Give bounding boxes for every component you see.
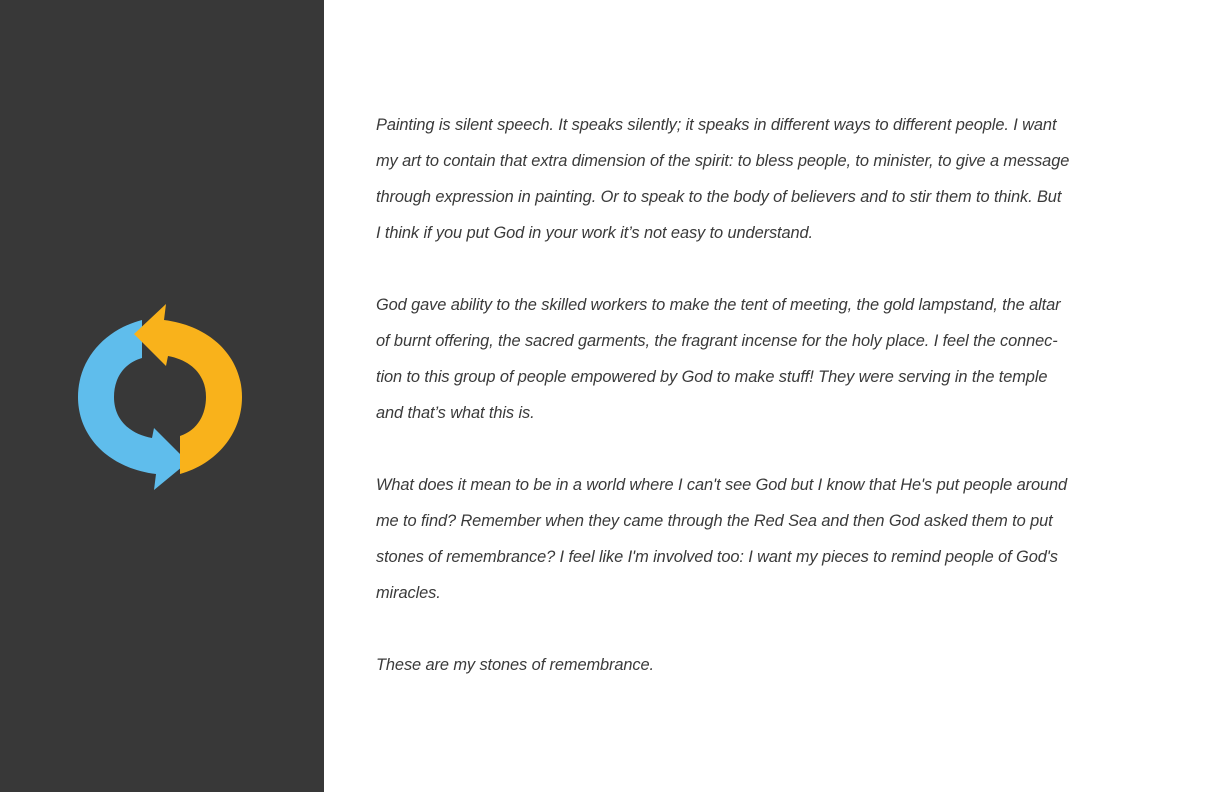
sidebar-panel (0, 0, 324, 792)
text-line: of burnt offering, the sacred garments, the fragrant incense for the holy place. I feel the connec- (376, 332, 1058, 350)
text-line: stones of remembrance? I feel like I'm involved too: I want my pieces to remind people of God's (376, 548, 1058, 566)
paragraph-1 (376, 107, 1146, 251)
text-line: These are my stones of remembrance. (376, 656, 654, 674)
text-line: God gave ability to the skilled workers to make the tent of meeting, the gold lampstand, the altar (376, 296, 1061, 314)
text-line: Painting is silent speech. It speaks silently; it speaks in different ways to different people. I want (376, 116, 1057, 134)
text-line: tion to this group of people empowered by God to make stuff! They were serving in the temple (376, 368, 1048, 386)
text-line: miracles. (376, 584, 441, 602)
text-line: my art to contain that extra dimension of the spirit: to bless people, to minister, to give a message (376, 152, 1070, 170)
text-line: and that’s what this is. (376, 404, 535, 422)
text-line: through expression in painting. Or to speak to the body of believers and to stir them to think. But (376, 188, 1062, 206)
quote-text-area (376, 107, 1146, 719)
refresh-cycle-icon (72, 300, 248, 492)
text-line: What does it mean to be in a world where I can't see God but I know that He's put people around (376, 476, 1068, 494)
text-line: I think if you put God in your work it’s not easy to understand. (376, 224, 813, 242)
paragraph-4 (376, 647, 1146, 683)
paragraph-3 (376, 467, 1146, 611)
paragraph-2 (376, 287, 1146, 431)
text-line: me to find? Remember when they came through the Red Sea and then God asked them to put (376, 512, 1053, 530)
